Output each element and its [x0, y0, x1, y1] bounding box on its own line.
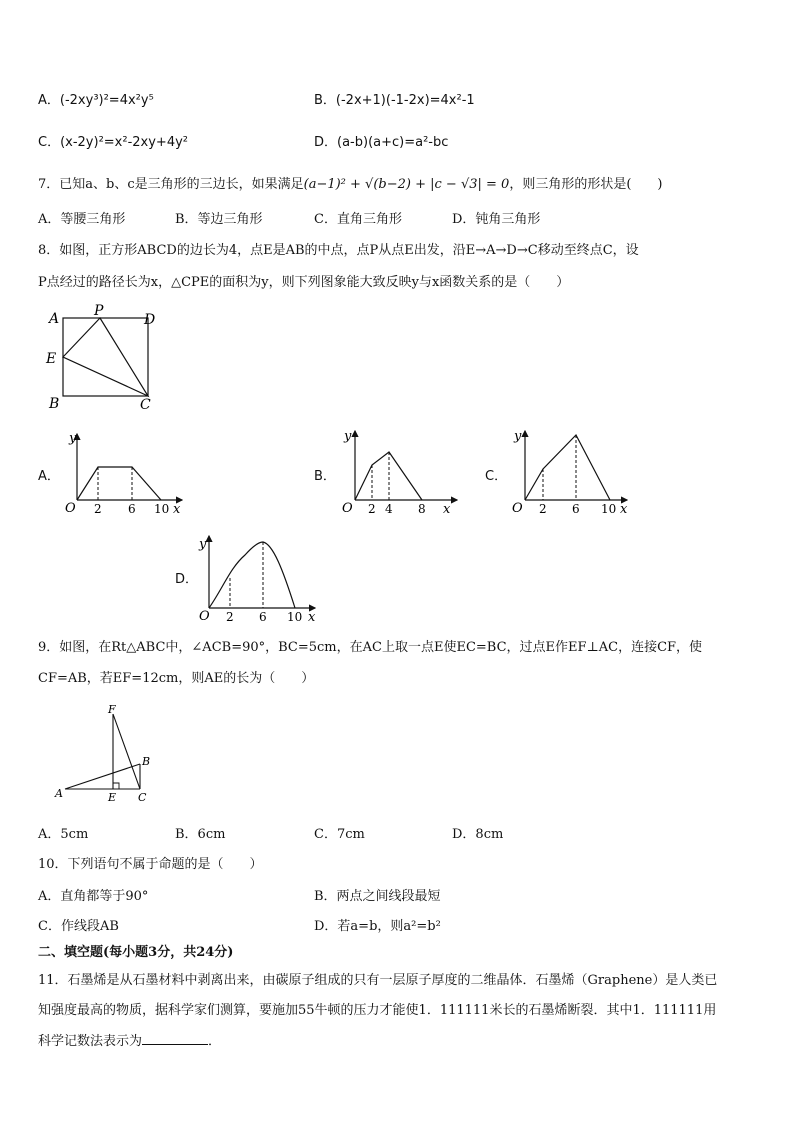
q9-option-d: D．8cm — [452, 827, 504, 842]
q10-option-a: A．直角都等于90° — [38, 889, 149, 904]
tick-10: 10 — [601, 502, 617, 516]
graph-c-curve — [525, 435, 610, 500]
q8-option-d-letter: D． — [175, 572, 199, 587]
label-p: P — [94, 303, 104, 319]
label-c: C — [138, 791, 147, 804]
q8-stem-line1: 8．如图，正方形ABCD的边长为4，点E是AB的中点，点P从点E出发，沿E→A→D→C移动至终点C，设 — [38, 243, 639, 258]
origin-label: O — [65, 501, 76, 516]
section-heading: 二、填空题(每小题3分，共24分) — [38, 945, 234, 960]
q8-graph-a — [60, 428, 190, 516]
tick-6: 6 — [259, 610, 267, 624]
y-label: y — [344, 429, 352, 444]
q10-option-d: D．若a=b，则a²=b² — [314, 919, 441, 934]
tick-2: 2 — [94, 502, 102, 516]
q10-option-b: B．两点之间线段最短 — [314, 889, 441, 904]
origin-label: O — [199, 609, 210, 624]
q7-stem-pre: 7．已知a、b、c是三角形的三边长，如果满足 — [38, 177, 304, 192]
label-e: E — [108, 791, 117, 804]
segment-cf — [113, 714, 140, 789]
square-abcd — [63, 318, 148, 396]
tick-8: 8 — [418, 502, 426, 516]
q7-option-c: C．直角三角形 — [314, 212, 402, 227]
x-label: x — [308, 610, 316, 625]
x-label: x — [173, 502, 181, 516]
label-d: D — [144, 312, 156, 328]
q8-square-figure — [40, 300, 170, 415]
q11-line3-post: ． — [208, 1034, 222, 1049]
q11-line3-pre: 科学记数法表示为 — [38, 1034, 143, 1049]
q10-option-c: C．作线段AB — [38, 919, 119, 934]
q7-option-b: B．等边三角形 — [175, 212, 263, 227]
q7-stem — [38, 173, 662, 192]
graph-a-curve — [77, 467, 161, 500]
label-f: F — [108, 703, 116, 716]
tick-10: 10 — [154, 502, 170, 516]
label-a: A — [55, 787, 63, 800]
graph-d-curve — [209, 542, 295, 608]
right-angle-mark — [113, 783, 119, 789]
q9-option-b: B．6cm — [175, 827, 226, 842]
label-a: A — [49, 311, 60, 327]
q9-triangle-figure — [50, 702, 170, 807]
q7-option-a: A．等腰三角形 — [38, 212, 126, 227]
tick-10: 10 — [287, 610, 303, 624]
segment-ab — [65, 764, 140, 789]
tick-6: 6 — [572, 502, 580, 516]
y-label: y — [514, 429, 522, 444]
q11-line3 — [38, 1030, 221, 1049]
q8-stem-line2: P点经过的路径长为x，△CPE的面积为y，则下列图象能大致反映y与x函数关系的是（ ） — [38, 275, 570, 290]
q8-option-a-letter: A． — [38, 469, 60, 484]
origin-label: O — [512, 501, 523, 516]
label-c: C — [140, 397, 151, 413]
x-label: x — [620, 502, 628, 516]
q9-option-a: A．5cm — [38, 827, 89, 842]
tick-2: 2 — [368, 502, 376, 516]
origin-label: O — [342, 501, 353, 516]
q8-option-c-letter: C． — [485, 469, 508, 484]
label-b: B — [49, 396, 60, 412]
q8-option-b-letter: B． — [314, 469, 336, 484]
q11-line1: 11．石墨烯是从石墨材料中剥离出来，由碳原子组成的只有一层原子厚度的二维晶体．石墨烯（Graphene）是人类已 — [38, 973, 718, 988]
q8-graph-b — [335, 425, 465, 516]
x-label: x — [443, 502, 451, 516]
y-label: y — [69, 431, 77, 446]
q9-stem-line2: CF=AB，若EF=12cm，则AE的长为（ ） — [38, 671, 315, 686]
tick-2: 2 — [539, 502, 547, 516]
q6-option-a: A．(-2xy³)²=4x²y⁵ — [38, 93, 154, 108]
q6-option-b: B．(-2x+1)(-1-2x)=4x²-1 — [314, 93, 475, 108]
q7-option-d: D．钝角三角形 — [452, 212, 541, 227]
q9-stem-line1: 9．如图，在Rt△ABC中，∠ACB=90°，BC=5cm，在AC上取一点E使EC=BC，过点E作EF⊥AC，连接CF，使 — [38, 640, 703, 655]
q6-option-d: D．(a-b)(a+c)=a²-bc — [314, 135, 449, 150]
q7-formula: (a−1)² + √(b−2) + |c − √3| = 0 — [303, 177, 510, 192]
q8-graph-c — [505, 425, 635, 516]
answer-blank[interactable] — [142, 1032, 208, 1045]
q10-stem: 10．下列语句不属于命题的是（ ） — [38, 857, 263, 872]
q8-graph-d — [195, 530, 325, 625]
tick-6: 6 — [128, 502, 136, 516]
label-b: B — [142, 755, 151, 768]
q7-stem-post: ，则三角形的形状是( ) — [509, 177, 663, 192]
tick-2: 2 — [226, 610, 234, 624]
q6-option-c: C．(x-2y)²=x²-2xy+4y² — [38, 135, 188, 150]
q9-option-c: C．7cm — [314, 827, 365, 842]
q11-line2: 知强度最高的物质，据科学家们测算，要施加55牛顿的压力才能使1．111111米长的石墨烯断裂．其中1．111111用 — [38, 1003, 717, 1018]
label-e: E — [46, 351, 57, 367]
triangle-cpe — [63, 318, 148, 396]
y-label: y — [199, 537, 207, 552]
tick-4: 4 — [385, 502, 393, 516]
